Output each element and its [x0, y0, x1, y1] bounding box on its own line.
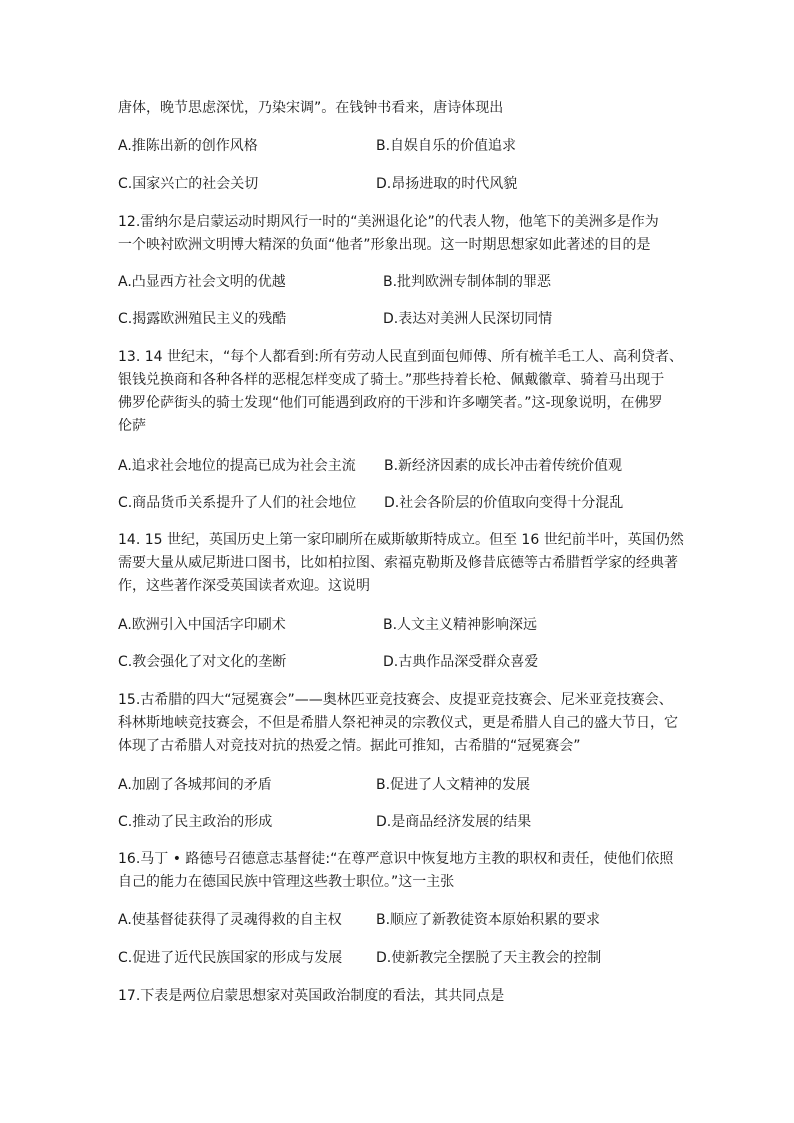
- q14-option-c: C.教会强化了对文化的垄断: [118, 654, 287, 670]
- q11-option-b: B.自娱自乐的价值追求: [376, 138, 517, 154]
- q13-option-d: D.社会各阶层的价值取向变得十分混乱: [384, 495, 624, 511]
- q17-stem-line-1: 17.下表是两位启蒙思想家对英国政治制度的看法，其共同点是: [118, 988, 505, 1004]
- q15-stem-line-1: 15.古希腊的四大“冠冕赛会”——奥林匹亚竞技赛会、皮提亚竞技赛会、尼米亚竞技赛会、: [118, 692, 673, 708]
- q14-stem-line-3: 作，这些著作深受英国读者欢迎。这说明: [118, 578, 370, 594]
- q15-option-b: B.促进了人文精神的发展: [376, 777, 531, 793]
- q13-option-c: C.商品货币关系提升了人们的社会地位: [118, 495, 357, 511]
- q14-option-d: D.古典作品深受群众喜爱: [383, 654, 539, 670]
- q16-option-a: A.使基督徒获得了灵魂得救的自主权: [118, 912, 342, 928]
- q11-option-d: D.昂扬进取的时代风貌: [376, 176, 518, 192]
- q15-option-d: D.是商品经济发展的结果: [376, 814, 532, 830]
- q13-option-a: A.追求社会地位的提高已成为社会主流: [118, 458, 356, 474]
- q11-option-c: C.国家兴亡的社会关切: [118, 176, 259, 192]
- q14-stem-line-1: 14. 15 世纪，英国历史上第一家印刷所在威斯敏斯特成立。但至 16 世纪前半叶，英国仍然: [118, 532, 684, 548]
- q12-option-b: B.批判欧洲专制体制的罪恶: [383, 274, 552, 290]
- q16-option-c: C.促进了近代民族国家的形成与发展: [118, 950, 343, 966]
- q15-option-a: A.加剧了各城邦间的矛盾: [118, 777, 272, 793]
- q12-stem-line-2: 一个映衬欧洲文明博大精深的负面“他者”形象出现。这一时期思想家如此著述的目的是: [118, 237, 651, 253]
- q16-stem-line-1: 16.马丁 • 路德号召德意志基督徒:“在尊严意识中恢复地方主教的职权和责任，使他们依照: [118, 851, 674, 867]
- q12-option-c: C.揭露欧洲殖民主义的残酷: [118, 311, 287, 327]
- q13-stem-line-3: 佛罗伦萨街头的骑士发现“他们可能遇到政府的干涉和许多嘲笑者。”这-现象说明，在佛罗: [118, 395, 663, 411]
- q14-stem-line-2: 需要大量从威尼斯进口图书，比如柏拉图、索福克勒斯及修昔底德等古希腊哲学家的经典著: [118, 555, 678, 571]
- q16-option-b: B.顺应了新教徒资本原始积累的要求: [376, 912, 601, 928]
- q16-stem-line-2: 自己的能力在德国民族中管理这些教士职位。”这一主张: [118, 874, 455, 890]
- q15-option-c: C.推动了民主政治的形成: [118, 814, 273, 830]
- q11-stem-line: 唐体，晚节思虑深忧，乃染宋调”。在钱钟书看来，唐诗体现出: [118, 100, 504, 116]
- q13-stem-line-4: 伦萨: [118, 418, 146, 434]
- q13-stem-line-1: 13. 14 世纪末，“每个人都看到:所有劳动人民直到面包师傅、所有梳羊毛工人、高利贷者、: [118, 349, 683, 365]
- q13-stem-line-2: 银钱兑换商和各种各样的恶棍怎样变成了骑士。”那些持着长枪、佩戴徽章、骑着马出现于: [118, 372, 665, 388]
- q15-stem-line-2: 科林斯地峡竞技赛会，不但是希腊人祭祀神灵的宗教仪式，更是希腊人自己的盛大节日，它: [118, 715, 678, 731]
- q12-stem-line-1: 12.雷纳尔是启蒙运动时期风行一时的“美洲退化论”的代表人物，他笔下的美洲多是作为: [118, 214, 659, 230]
- q16-option-d: D.使新教完全摆脱了天主教会的控制: [376, 950, 602, 966]
- q14-option-b: B.人文主义精神影响深远: [383, 617, 538, 633]
- q13-option-b: B.新经济因素的成长冲击着传统价值观: [384, 458, 623, 474]
- q12-option-a: A.凸显西方社会文明的优越: [118, 274, 286, 290]
- q12-option-d: D.表达对美洲人民深切同情: [383, 311, 553, 327]
- q14-option-a: A.欧洲引入中国活字印刷术: [118, 617, 286, 633]
- q15-stem-line-3: 体现了古希腊人对竞技对抗的热爱之情。据此可推知，古希腊的“冠冕赛会”: [118, 738, 581, 754]
- q11-option-a: A.推陈出新的创作风格: [118, 138, 258, 154]
